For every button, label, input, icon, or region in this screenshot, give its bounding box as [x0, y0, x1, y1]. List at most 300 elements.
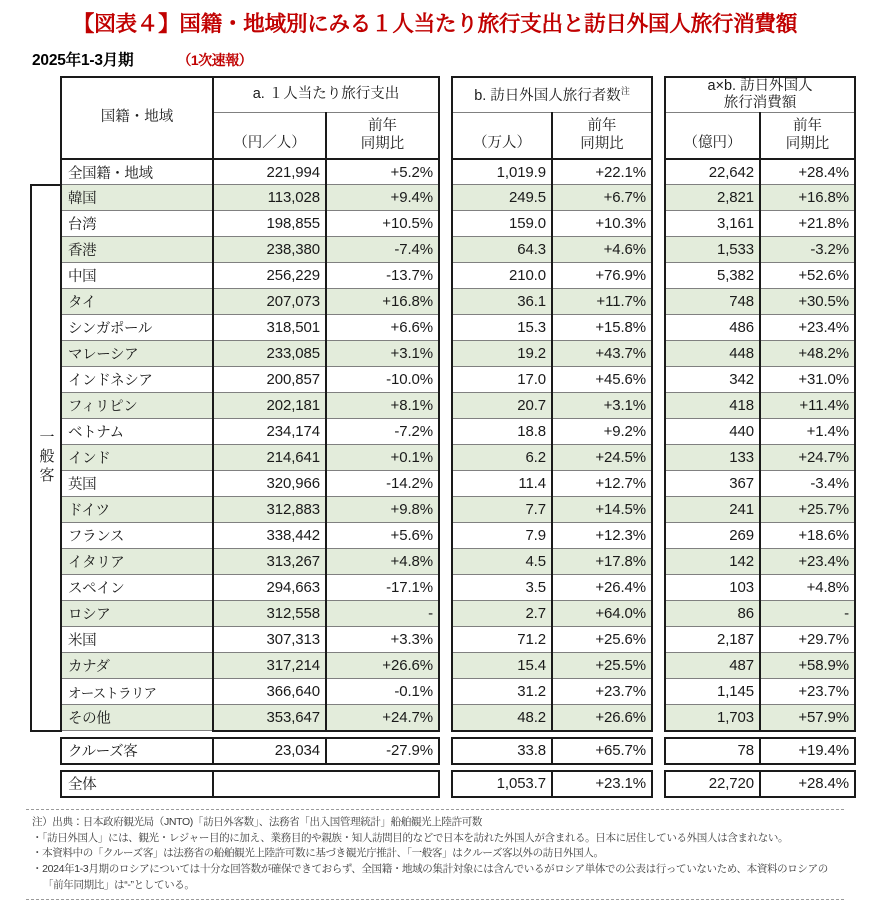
table-row: [31, 601, 439, 627]
cell-consumption: 22,642: [665, 159, 760, 185]
cell-consumption: 748: [665, 289, 760, 315]
cell-visitors: 210.0: [452, 263, 552, 289]
header-row-units: [665, 113, 855, 159]
summary-spacer: [452, 764, 652, 771]
cell-visitors: 18.8: [452, 419, 552, 445]
header-group-a: a. １人当たり旅行支出: [213, 77, 439, 113]
table-row: [665, 523, 855, 549]
summary-row: [665, 771, 855, 797]
table-row: [665, 367, 855, 393]
cell-visitors-yoy: +22.1%: [552, 159, 652, 185]
cell-spending: 313,267: [213, 549, 326, 575]
table-row: [665, 341, 855, 367]
cell-spending-yoy: +26.6%: [326, 653, 439, 679]
spacer-cell: [61, 731, 213, 738]
cell-consumption: 103: [665, 575, 760, 601]
side-label-general-passengers: 一般客: [31, 185, 61, 731]
cell-visitors-yoy: +3.1%: [552, 393, 652, 419]
cell-consumption: 1,145: [665, 679, 760, 705]
table-row: [665, 393, 855, 419]
cell-consumption: 241: [665, 497, 760, 523]
table-row: [31, 575, 439, 601]
cell-visitors: 15.3: [452, 315, 552, 341]
footnote-2: ・ 本資料中の「クルーズ客」は法務省の船舶観光上陸許可数に基づき観光庁推計、「一般客」はクルーズ客以外の訪日外国人。: [32, 846, 840, 862]
cell-visitors-yoy: +15.8%: [552, 315, 652, 341]
header-unit-oku-yen: （億円）: [665, 113, 760, 159]
table-row: [665, 159, 855, 185]
table-row: [452, 497, 652, 523]
table-row: [452, 341, 652, 367]
row-name: フィリピン: [61, 393, 213, 419]
cell-visitors-yoy: +11.7%: [552, 289, 652, 315]
cell-consumption: 1,533: [665, 237, 760, 263]
cell-consumption-yoy: +21.8%: [760, 211, 855, 237]
cell-spending-yoy: +4.8%: [326, 549, 439, 575]
table-row: [31, 315, 439, 341]
table-row: [452, 185, 652, 211]
cell-consumption-yoy: +28.4%: [760, 159, 855, 185]
header-unit-man-people: （万人）: [452, 113, 552, 159]
cell-consumption: 78: [665, 738, 760, 764]
cell-spending-yoy: +10.5%: [326, 211, 439, 237]
row-name: カナダ: [61, 653, 213, 679]
side-label-spacer: [31, 159, 61, 185]
row-name: ベトナム: [61, 419, 213, 445]
header-group-b-text: b. 訪日外国人旅行者数: [474, 87, 621, 104]
table-row: [31, 289, 439, 315]
cell-spending-yoy: +9.4%: [326, 185, 439, 211]
summary-row: [665, 738, 855, 764]
cell-consumption-yoy: +30.5%: [760, 289, 855, 315]
row-name: フランス: [61, 523, 213, 549]
cell-spending-yoy: +6.6%: [326, 315, 439, 341]
table-row: [665, 263, 855, 289]
cell-visitors-yoy: +6.7%: [552, 185, 652, 211]
cell-consumption: 486: [665, 315, 760, 341]
cell-visitors-yoy: +26.4%: [552, 575, 652, 601]
row-name: 韓国: [61, 185, 213, 211]
cell-visitors: 1,053.7: [452, 771, 552, 797]
table-row: [452, 601, 652, 627]
cell-consumption-yoy: +11.4%: [760, 393, 855, 419]
cell-spending: 214,641: [213, 445, 326, 471]
cell-spending-yoy: -7.2%: [326, 419, 439, 445]
cell-visitors: 20.7: [452, 393, 552, 419]
table-row: [665, 237, 855, 263]
title-block: [0, 0, 870, 40]
spacer-cell: [452, 731, 552, 738]
table-middle: [451, 76, 653, 798]
footnote-1: ・ 「訪日外国人」には、観光・レジャー目的に加え、業務目的や親族・知人訪問目的などで日本を訪れた外国人が含まれる。日本に居住している外国人は含まれない。: [32, 831, 840, 847]
header-group-ab: [665, 77, 855, 113]
cell-consumption-yoy: -3.2%: [760, 237, 855, 263]
cell-visitors: 4.5: [452, 549, 552, 575]
cell-spending-yoy: -0.1%: [326, 679, 439, 705]
cell-consumption: 2,187: [665, 627, 760, 653]
summary-spending: 23,034: [213, 738, 326, 764]
summary-spacer: [31, 764, 439, 771]
table-row: [452, 445, 652, 471]
cell-spending: 312,558: [213, 601, 326, 627]
spacer-cell: [326, 731, 439, 738]
cell-spending-yoy: +3.1%: [326, 341, 439, 367]
table-row: [452, 627, 652, 653]
cell-visitors: 3.5: [452, 575, 552, 601]
table-row: [665, 627, 855, 653]
row-name: 香港: [61, 237, 213, 263]
header-yoy-b: [552, 113, 652, 159]
page-title: 【図表４】国籍・地域別にみる１人当たり旅行支出と訪日外国人旅行消費額: [72, 12, 798, 36]
cell-consumption: 342: [665, 367, 760, 393]
table-row: [31, 393, 439, 419]
cell-consumption: 22,720: [665, 771, 760, 797]
cell-consumption: 3,161: [665, 211, 760, 237]
summary-spacer: [665, 764, 855, 771]
cell-consumption: 86: [665, 601, 760, 627]
row-name: 英国: [61, 471, 213, 497]
cell-spending: 198,855: [213, 211, 326, 237]
header-row-top: [452, 77, 652, 113]
cell-spending: 312,883: [213, 497, 326, 523]
yoy-line-1: 前年: [587, 118, 617, 135]
cell-visitors-yoy: +43.7%: [552, 341, 652, 367]
cell-spending: 113,028: [213, 185, 326, 211]
cell-visitors: 33.8: [452, 738, 552, 764]
cell-visitors: 249.5: [452, 185, 552, 211]
yoy-line-2: 同期比: [785, 135, 830, 152]
cell-visitors: 159.0: [452, 211, 552, 237]
table-row: [452, 367, 652, 393]
cell-consumption: 5,382: [665, 263, 760, 289]
table-row: [31, 523, 439, 549]
cell-spending: 202,181: [213, 393, 326, 419]
cell-visitors-yoy: +64.0%: [552, 601, 652, 627]
table-right: [664, 76, 856, 798]
row-name: その他: [61, 705, 213, 731]
spacer-cell: [326, 764, 439, 771]
table-row: [665, 445, 855, 471]
header-yoy-a: [326, 113, 439, 159]
table-row: [452, 549, 652, 575]
cell-spending: 320,966: [213, 471, 326, 497]
summary-row: [31, 771, 439, 797]
cell-visitors-yoy: +65.7%: [552, 738, 652, 764]
spacer-cell: [61, 764, 213, 771]
table-row: [31, 549, 439, 575]
subtitle-block: [0, 40, 870, 76]
row-name: インド: [61, 445, 213, 471]
yoy-line-2: 同期比: [580, 135, 624, 152]
cell-visitors: 6.2: [452, 445, 552, 471]
cell-consumption-yoy: +19.4%: [760, 738, 855, 764]
cell-spending-yoy: -17.1%: [326, 575, 439, 601]
cell-spending-yoy: +5.2%: [326, 159, 439, 185]
cell-visitors: 48.2: [452, 705, 552, 731]
table-row: [665, 601, 855, 627]
summary-name: クルーズ客: [61, 738, 213, 764]
row-name: ロシア: [61, 601, 213, 627]
cell-visitors-yoy: +14.5%: [552, 497, 652, 523]
table-row: [31, 263, 439, 289]
table-row: [452, 471, 652, 497]
cell-visitors-yoy: +45.6%: [552, 367, 652, 393]
cell-visitors: 36.1: [452, 289, 552, 315]
footnote-3-continued: 「前年同期比」は“-”としている。: [43, 878, 195, 891]
header-group-ab-line1: a×b. 訪日外国人: [707, 77, 813, 94]
cell-spending: 234,174: [213, 419, 326, 445]
row-name: マレーシア: [61, 341, 213, 367]
footnotes-block: [26, 809, 844, 900]
cell-visitors-yoy: +25.5%: [552, 653, 652, 679]
cell-consumption: 367: [665, 471, 760, 497]
table-row: [31, 237, 439, 263]
cell-spending: 338,442: [213, 523, 326, 549]
cell-visitors-yoy: +24.5%: [552, 445, 652, 471]
cell-consumption: 2,821: [665, 185, 760, 211]
cell-spending-yoy: +0.1%: [326, 445, 439, 471]
cell-spending: 294,663: [213, 575, 326, 601]
header-row-units: [452, 113, 652, 159]
row-name: インドネシア: [61, 367, 213, 393]
cell-consumption-yoy: +58.9%: [760, 653, 855, 679]
cell-visitors-yoy: +26.6%: [552, 705, 652, 731]
summary-row: [452, 771, 652, 797]
cell-spending: 200,857: [213, 367, 326, 393]
cell-visitors: 7.9: [452, 523, 552, 549]
cell-consumption-yoy: +48.2%: [760, 341, 855, 367]
cell-consumption-yoy: +23.7%: [760, 679, 855, 705]
cell-visitors-yoy: +23.1%: [552, 771, 652, 797]
table-row: [452, 211, 652, 237]
header-group-b-note-marker: 注: [620, 85, 630, 96]
cell-spending-yoy: +8.1%: [326, 393, 439, 419]
table-row: [665, 679, 855, 705]
cell-consumption: 418: [665, 393, 760, 419]
table-row: [665, 315, 855, 341]
cell-visitors-yoy: +10.3%: [552, 211, 652, 237]
table-row: [665, 419, 855, 445]
yoy-line-1: 前年: [793, 118, 823, 135]
cell-consumption: 1,703: [665, 705, 760, 731]
cell-visitors-yoy: +9.2%: [552, 419, 652, 445]
spacer-cell: [452, 764, 552, 771]
cell-visitors: 2.7: [452, 601, 552, 627]
cell-visitors: 71.2: [452, 627, 552, 653]
cell-spending-yoy: -7.4%: [326, 237, 439, 263]
table-row: [665, 575, 855, 601]
header-group-ab-line2: 旅行消費額: [723, 95, 797, 112]
row-name: イタリア: [61, 549, 213, 575]
cell-spending-yoy: +24.7%: [326, 705, 439, 731]
spacer-cell: [665, 764, 760, 771]
cell-spending-yoy: +9.8%: [326, 497, 439, 523]
cell-visitors: 1,019.9: [452, 159, 552, 185]
table-row: [452, 523, 652, 549]
cell-spending: 238,380: [213, 237, 326, 263]
table-row: [31, 211, 439, 237]
cell-consumption-yoy: +1.4%: [760, 419, 855, 445]
cell-consumption: 448: [665, 341, 760, 367]
table-row: [665, 549, 855, 575]
table-row: [31, 471, 439, 497]
cell-spending: 256,229: [213, 263, 326, 289]
cell-consumption-yoy: +31.0%: [760, 367, 855, 393]
header-row-top: [31, 77, 439, 113]
table-row: [452, 679, 652, 705]
table-row: [452, 393, 652, 419]
cell-visitors-yoy: +23.7%: [552, 679, 652, 705]
cell-visitors: 64.3: [452, 237, 552, 263]
statistics-table: [30, 76, 850, 798]
cell-consumption: 269: [665, 523, 760, 549]
header-row-top: [665, 77, 855, 113]
table-row: [665, 653, 855, 679]
cell-consumption: 487: [665, 653, 760, 679]
row-name: タイ: [61, 289, 213, 315]
table-row: [665, 211, 855, 237]
group-visitor-count: [451, 76, 653, 798]
cell-visitors-yoy: +12.3%: [552, 523, 652, 549]
summary-row: [452, 738, 652, 764]
group-per-capita-spending: [30, 76, 440, 798]
cell-spending: 233,085: [213, 341, 326, 367]
cell-consumption-yoy: -: [760, 601, 855, 627]
cell-visitors: 19.2: [452, 341, 552, 367]
table-row: [452, 705, 652, 731]
table-row: [31, 679, 439, 705]
footnote-source: 注）出典：日本政府観光局（JNTO)「訪日外客数」、法務省「出入国管理統計」船舶観光上陸許可数: [32, 815, 483, 828]
spacer-cell: [760, 731, 855, 738]
cell-spending: 353,647: [213, 705, 326, 731]
cell-spending: 307,313: [213, 627, 326, 653]
header-yoy-ab: [760, 113, 855, 159]
spacer-cell: [31, 764, 61, 771]
cell-visitors: 17.0: [452, 367, 552, 393]
cell-visitors-yoy: +4.6%: [552, 237, 652, 263]
cell-spending: 318,501: [213, 315, 326, 341]
preliminary-badge: （1次速報）: [177, 51, 253, 68]
cell-consumption-yoy: +25.7%: [760, 497, 855, 523]
summary-spending-yoy: -27.9%: [326, 738, 439, 764]
cell-consumption-yoy: +52.6%: [760, 263, 855, 289]
cell-visitors: 31.2: [452, 679, 552, 705]
row-name: 米国: [61, 627, 213, 653]
table-groups: [30, 76, 850, 798]
row-name: スペイン: [61, 575, 213, 601]
cell-visitors-yoy: +25.6%: [552, 627, 652, 653]
table-row: [452, 237, 652, 263]
cell-consumption-yoy: -3.4%: [760, 471, 855, 497]
cell-spending: 366,640: [213, 679, 326, 705]
cell-consumption-yoy: +18.6%: [760, 523, 855, 549]
header-unit-yen: （円／人）: [213, 113, 326, 159]
cell-visitors-yoy: +12.7%: [552, 471, 652, 497]
summary-spending-empty: [213, 771, 439, 797]
table-row: [665, 705, 855, 731]
table-row: [665, 289, 855, 315]
cell-visitors: 15.4: [452, 653, 552, 679]
row-name: ドイツ: [61, 497, 213, 523]
header-group-b: [452, 77, 652, 113]
group-travel-consumption: [664, 76, 856, 798]
table-row: [452, 315, 652, 341]
yoy-line-1: 前年: [368, 118, 397, 135]
table-row: [452, 263, 652, 289]
cell-visitors: 7.7: [452, 497, 552, 523]
summary-spacer: [665, 731, 855, 738]
row-name: 中国: [61, 263, 213, 289]
header-nationality: 国籍・地域: [61, 77, 213, 159]
cell-consumption-yoy: +57.9%: [760, 705, 855, 731]
table-row: [31, 627, 439, 653]
row-name: 全国籍・地域: [61, 159, 213, 185]
spacer-cell: [665, 731, 760, 738]
cell-consumption-yoy: +23.4%: [760, 315, 855, 341]
table-row: [31, 367, 439, 393]
table-row: [31, 185, 439, 211]
spacer-cell: [760, 764, 855, 771]
spacer-cell: [213, 731, 326, 738]
table-left: [30, 76, 440, 798]
cell-spending-yoy: -: [326, 601, 439, 627]
row-name: オーストラリア: [61, 679, 213, 705]
spacer-cell: [213, 764, 326, 771]
cell-visitors-yoy: +76.9%: [552, 263, 652, 289]
summary-row: [31, 738, 439, 764]
cell-spending-yoy: -14.2%: [326, 471, 439, 497]
cell-consumption-yoy: +16.8%: [760, 185, 855, 211]
table-row: [31, 653, 439, 679]
summary-spacer: [452, 731, 652, 738]
spacer-cell: [552, 764, 652, 771]
cell-consumption-yoy: +4.8%: [760, 575, 855, 601]
cell-spending: 221,994: [213, 159, 326, 185]
cell-spending-yoy: +3.3%: [326, 627, 439, 653]
footnote-3: ・ 2024年1-3月期のロシアについては十分な回答数が確保できておらず、全国籍・地域の集計対象には含んでいるがロシア単体での公表は行っていないため、本資料のロシアの: [32, 862, 840, 878]
row-name: 台湾: [61, 211, 213, 237]
cell-consumption-yoy: +28.4%: [760, 771, 855, 797]
cell-visitors-yoy: +17.8%: [552, 549, 652, 575]
cell-spending-yoy: +5.6%: [326, 523, 439, 549]
cell-consumption: 142: [665, 549, 760, 575]
table-row: [665, 497, 855, 523]
spacer-cell: [552, 731, 652, 738]
cell-visitors: 11.4: [452, 471, 552, 497]
table-row: [665, 471, 855, 497]
table-row: [31, 159, 439, 185]
summary-side-blank: [31, 738, 61, 764]
table-row: [452, 419, 652, 445]
table-row: [31, 705, 439, 731]
cell-spending-yoy: +16.8%: [326, 289, 439, 315]
table-row: [665, 185, 855, 211]
summary-spacer: [31, 731, 439, 738]
cell-spending-yoy: -13.7%: [326, 263, 439, 289]
cell-spending: 207,073: [213, 289, 326, 315]
cell-consumption: 440: [665, 419, 760, 445]
summary-side-blank: [31, 771, 61, 797]
spacer-cell: [31, 731, 61, 738]
period-label: 2025年1-3月期: [32, 51, 134, 69]
cell-consumption-yoy: +24.7%: [760, 445, 855, 471]
cell-consumption-yoy: +23.4%: [760, 549, 855, 575]
cell-spending-yoy: -10.0%: [326, 367, 439, 393]
summary-name: 全体: [61, 771, 213, 797]
table-row: [452, 575, 652, 601]
row-name: シンガポール: [61, 315, 213, 341]
yoy-line-2: 同期比: [360, 135, 405, 152]
corner-blank: [31, 77, 61, 159]
